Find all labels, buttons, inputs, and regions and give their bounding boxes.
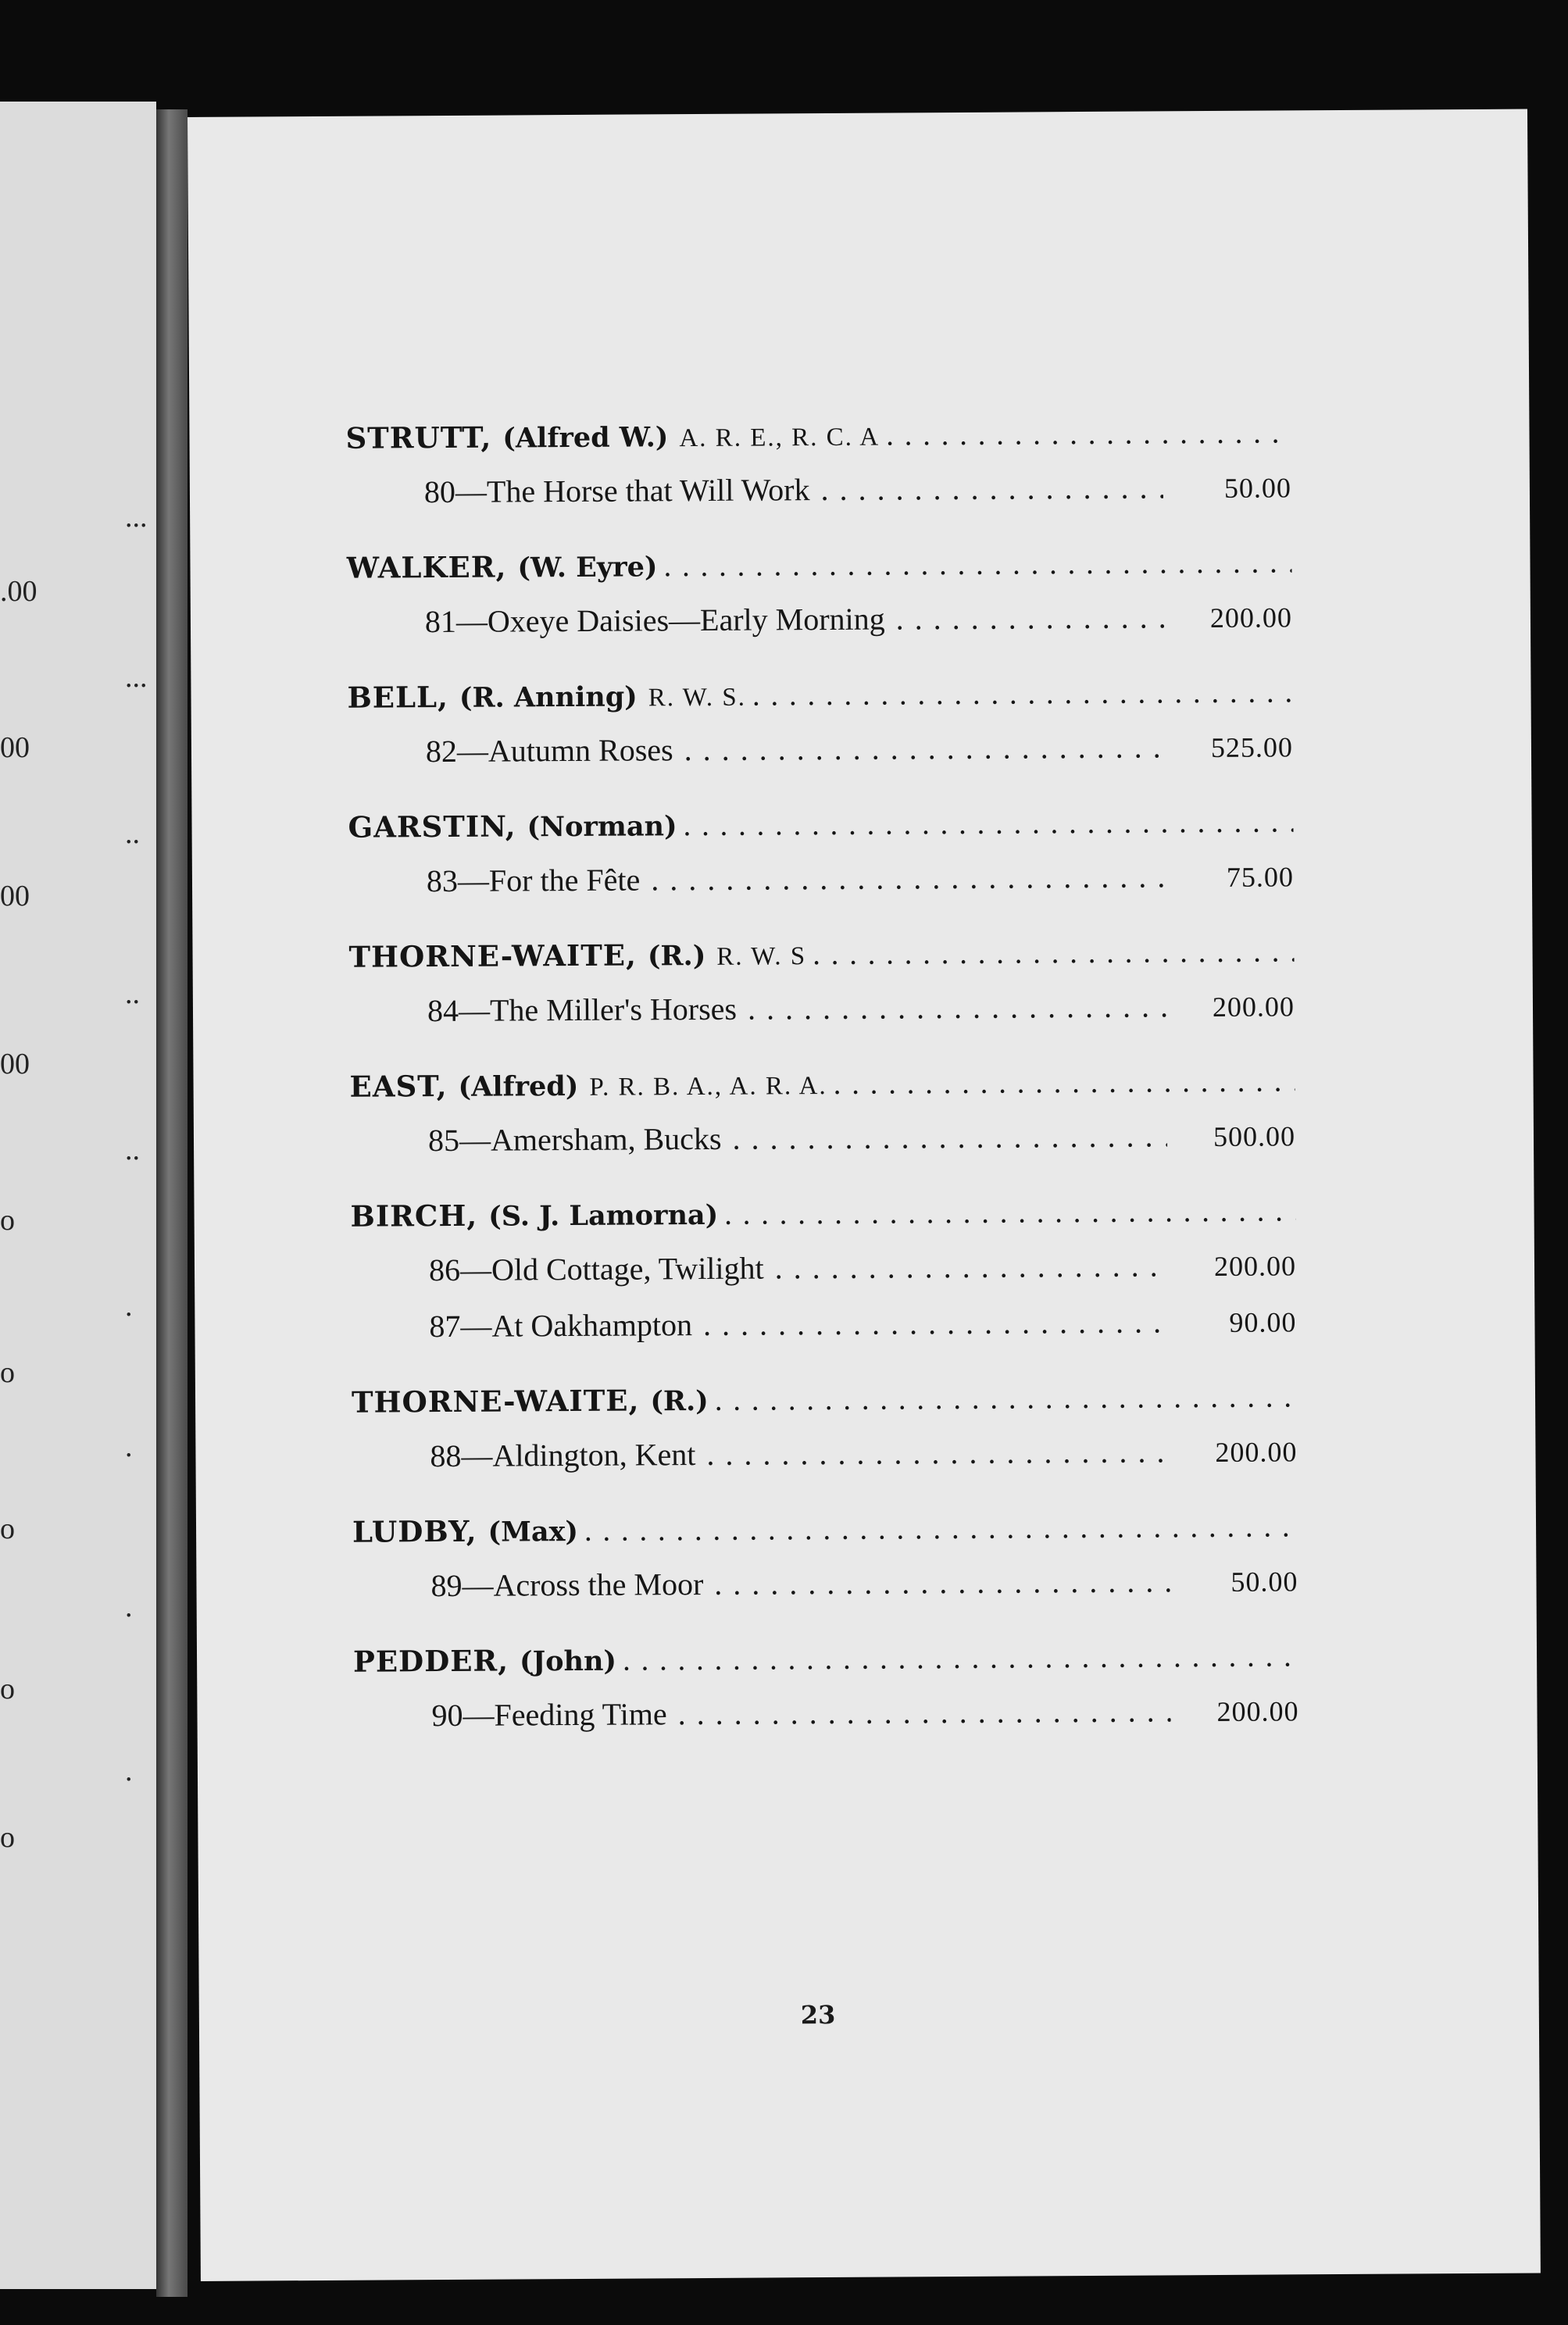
artwork-price: 200.00 [1215,1436,1298,1468]
artwork-title: 85—Amersham, Bucks [427,1120,722,1159]
artist-given-name: (Max) [488,1515,579,1548]
dot-leader [896,598,1164,637]
facing-page-text: . [125,1290,133,1323]
artwork-title: 81—Oxeye Daisies—Early Morning [424,601,885,640]
artwork-price: 75.00 [1226,861,1295,893]
dot-leader [715,1379,1298,1418]
artwork-line [353,1691,1298,1753]
page-number: 23 [800,1999,836,2030]
artwork-price: 90.00 [1229,1306,1297,1338]
dot-leader [820,469,1163,508]
artwork-line [346,468,1291,530]
artist-surname: THORNE-WAITE, [351,1383,640,1420]
artwork-title: 88—Aldington, Kent [430,1437,696,1474]
facing-page-text: 00 [0,880,30,912]
dot-leader [775,1247,1169,1286]
artwork-price: 200.00 [1212,991,1295,1023]
facing-page-text: . [125,1430,133,1463]
artwork-title: 83—For the Fête [426,862,641,899]
facing-page-text: 00 [0,1048,30,1080]
facing-page-text: o [0,1204,15,1237]
artwork-title: 82—Autumn Roses [425,732,673,770]
facing-page-text: .00 [0,575,38,608]
artwork-line [350,1116,1295,1178]
artist-surname: BIRCH, [350,1198,478,1234]
artist-line [353,1638,1298,1697]
facing-page-text: . [125,1755,133,1788]
dot-leader [732,1117,1167,1156]
artist-surname: LUDBY, [352,1513,477,1549]
artist-line [345,415,1291,473]
facing-page-text: . [125,1591,133,1623]
artwork-title: 86—Old Cottage, Twilight [428,1250,764,1288]
artist-given-name: (R. Anning) [459,680,638,714]
artist-surname: PEDDER, [352,1643,509,1679]
artist-qualifications: A. R. E., R. C. A [679,423,880,453]
artwork-line [351,1246,1296,1308]
dot-leader [623,1638,1298,1677]
artist-qualifications: R. W. S [716,942,807,971]
artwork-title: 89—Across the Moor [430,1566,704,1604]
dot-leader [706,1433,1169,1473]
artwork-title: 87—At Oakhampton [429,1307,693,1345]
artwork-line [348,727,1293,789]
facing-page-text: .. [125,817,140,850]
facing-page-text: ... [125,501,148,534]
artist-given-name: (Alfred W.) [502,421,669,455]
artwork-line [348,857,1294,919]
artist-given-name: (R.) [647,939,706,973]
artwork-title: 84—The Miller's Horses [427,991,738,1029]
dot-leader [703,1303,1169,1343]
facing-page-text: ... [125,661,148,694]
facing-page-text: .. [125,977,140,1010]
artist-line [346,545,1291,603]
artwork-line [352,1432,1297,1494]
artist-given-name: (S. J. Lamorna) [488,1198,719,1233]
artist-given-name: (Alfred) [458,1070,579,1103]
artist-line [352,1379,1297,1438]
artist-surname: THORNE-WAITE, [348,938,638,974]
artist-line [349,1063,1295,1122]
artist-surname: BELL, [347,679,449,715]
facing-page-text: 00 [0,731,30,764]
artist-line [348,804,1293,862]
dot-leader [584,1509,1298,1548]
dot-leader [813,934,1295,972]
dot-leader [684,728,1166,768]
dot-leader [714,1562,1170,1602]
artist-given-name: (John) [519,1645,617,1678]
artist-given-name: (W. Eyre) [517,551,658,584]
facing-page-text: o [0,1821,15,1854]
artwork-line [347,598,1292,659]
facing-page-text: o [0,1512,15,1545]
dot-leader [663,545,1291,584]
artwork-price: 500.00 [1213,1120,1296,1153]
dot-leader [678,1692,1171,1732]
artist-surname: GARSTIN, [348,809,516,845]
dot-leader [833,1063,1295,1102]
artist-line [348,934,1294,992]
entry-list [345,415,1299,1773]
dot-leader [683,804,1293,843]
facing-page-text: o [0,1356,15,1389]
artwork-price: 200.00 [1216,1695,1299,1727]
dot-leader [748,988,1166,1027]
artwork-price: 50.00 [1230,1566,1298,1598]
artist-line [347,674,1292,733]
artwork-price: 50.00 [1223,472,1292,504]
artist-qualifications: P. R. B. A., A. R. A. [589,1072,827,1102]
artwork-line [352,1562,1298,1623]
artwork-line [351,1302,1296,1364]
catalogue-page [188,109,1541,2281]
artist-line [352,1509,1298,1567]
artwork-price: 200.00 [1209,602,1293,634]
artist-qualifications: R. W. S. [648,683,747,712]
artwork-title: 90—Feeding Time [431,1696,667,1734]
artist-line [350,1193,1295,1252]
artwork-line [349,987,1295,1048]
artwork-title: 80—The Horse that Will Work [423,472,810,510]
dot-leader [651,858,1166,898]
artist-given-name: (Norman) [527,810,677,844]
facing-page-text: .. [125,1134,140,1166]
book-spine [156,109,188,2297]
dot-leader [724,1193,1296,1231]
artwork-price: 525.00 [1210,731,1294,764]
artist-surname: WALKER, [346,549,507,585]
facing-page-text: o [0,1673,15,1705]
artwork-price: 200.00 [1213,1250,1297,1283]
dot-leader [752,674,1293,712]
facing-page-fragment [0,102,156,2289]
artist-surname: EAST, [349,1068,448,1104]
artist-given-name: (R.) [650,1384,709,1418]
dot-leader [886,415,1291,452]
artist-surname: STRUTT, [345,420,492,455]
